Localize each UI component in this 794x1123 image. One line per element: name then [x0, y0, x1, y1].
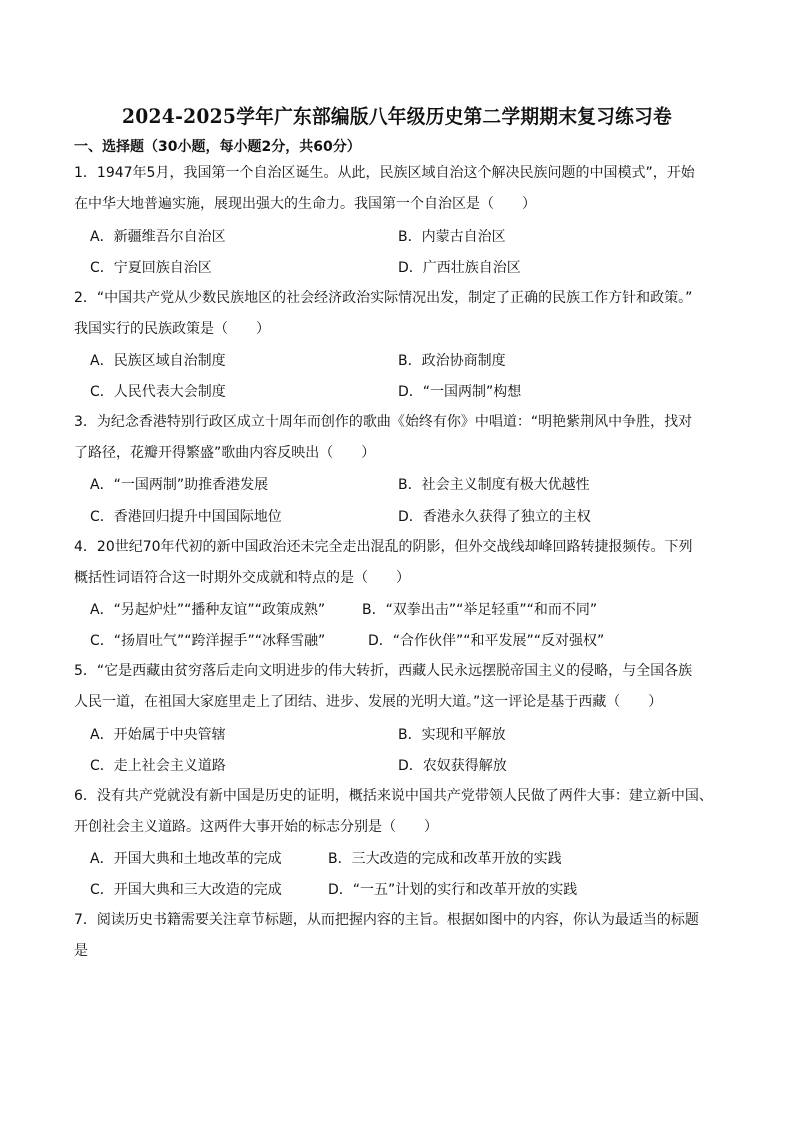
question-stem-line: 了路径，花瓣开得繁盛”歌曲内容反映出（ ） — [74, 445, 376, 461]
question-4 — [74, 532, 724, 594]
question-stem-line: 我国实行的民族政策是（ ） — [74, 321, 270, 337]
option-b[interactable]: B．社会主义制度有极大优越性 — [398, 477, 590, 493]
option-a[interactable]: A．民族区域自治制度 — [90, 353, 226, 369]
option-b[interactable]: B．政治协商制度 — [398, 353, 506, 369]
question-stem-line: 人民一道，在祖国大家庭里走上了团结、进步、发展的光明大道。”这一评论是基于西藏（ ） — [74, 694, 663, 710]
question-stem-line: 1．1947年5月，我国第一个自治区诞生。从此，民族区域自治这个解决民族问题的中国模式”，开始 — [74, 165, 695, 181]
option-c[interactable]: C．人民代表大会制度 — [90, 384, 226, 400]
option-b[interactable]: B．三大改造的完成和改革开放的实践 — [328, 851, 562, 867]
option-c[interactable]: C．开国大典和三大改造的完成 — [90, 882, 282, 898]
question-stem-line: 5．“它是西藏由贫穷落后走向文明进步的伟大转折，西藏人民永远摆脱帝国主义的侵略，与全国各族 — [74, 663, 693, 679]
question-6 — [74, 781, 724, 843]
option-c[interactable]: C．香港回归提升中国国际地位 — [90, 509, 282, 525]
option-d[interactable]: D．“一国两制”构想 — [398, 384, 522, 400]
question-stem-line: 6．没有共产党就没有新中国是历史的证明，概括来说中国共产党带领人民做了两件大事：建立新中国、 — [74, 788, 713, 804]
option-b[interactable]: B．实现和平解放 — [398, 727, 506, 743]
option-a[interactable]: A．开始属于中央管辖 — [90, 727, 226, 743]
question-stem-line: 4．20世纪70年代初的新中国政治还未完全走出混乱的阴影，但外交战线却峰回路转捷报频传。下列 — [74, 539, 693, 555]
option-d[interactable]: D．“合作伙伴”“和平发展”“反对强权” — [368, 633, 605, 649]
option-a[interactable]: A．开国大典和土地改革的完成 — [90, 851, 282, 867]
option-c[interactable]: C．宁夏回族自治区 — [90, 260, 212, 276]
section-heading: 一、选择题（30小题，每小题2分，共60分） — [74, 139, 361, 155]
option-c[interactable]: C．“扬眉吐气”“跨洋握手”“冰释雪融” — [90, 633, 326, 649]
option-a[interactable]: A．“另起炉灶”“播种友谊”“政策成熟” — [90, 602, 326, 618]
question-stem-line: 7．阅读历史书籍需要关注章节标题，从而把握内容的主旨。根据如图中的内容，你认为最适当的标题 — [74, 912, 699, 928]
option-d[interactable]: D．香港永久获得了独立的主权 — [398, 509, 591, 525]
question-1 — [74, 158, 724, 220]
question-stem-line: 概括性词语符合这一时期外交成就和特点的是（ ） — [74, 570, 410, 586]
question-stem-line: 是 — [74, 943, 88, 959]
question-stem-line: 3．为纪念香港特别行政区成立十周年而创作的歌曲《始终有你》中唱道：“明艳紫荆风中争胜，找对 — [74, 414, 693, 430]
exam-title: 2024-2025学年广东部编版八年级历史第二学期期末复习练习卷 — [121, 105, 673, 128]
question-3 — [74, 407, 724, 469]
option-a[interactable]: A．新疆维吾尔自治区 — [90, 229, 226, 245]
option-a[interactable]: A．“一国两制”助推香港发展 — [90, 477, 269, 493]
option-d[interactable]: D．农奴获得解放 — [398, 758, 507, 774]
option-b[interactable]: B．内蒙古自治区 — [398, 229, 506, 245]
question-stem-line: 2．“中国共产党从少数民族地区的社会经济政治实际情况出发，制定了正确的民族工作方针和政策。” — [74, 290, 693, 306]
option-d[interactable]: D．“一五”计划的实行和改革开放的实践 — [328, 882, 578, 898]
question-5 — [74, 656, 724, 718]
option-b[interactable]: B．“双拳出击”“举足轻重”“和而不同” — [362, 602, 598, 618]
question-2 — [74, 283, 724, 345]
question-7 — [74, 905, 724, 967]
question-stem-line: 在中华大地普遍实施，展现出强大的生命力。我国第一个自治区是（ ） — [74, 196, 536, 212]
question-stem-line: 开创社会主义道路。这两件大事开始的标志分别是（ ） — [74, 819, 438, 835]
option-d[interactable]: D．广西壮族自治区 — [398, 260, 521, 276]
option-c[interactable]: C．走上社会主义道路 — [90, 758, 226, 774]
